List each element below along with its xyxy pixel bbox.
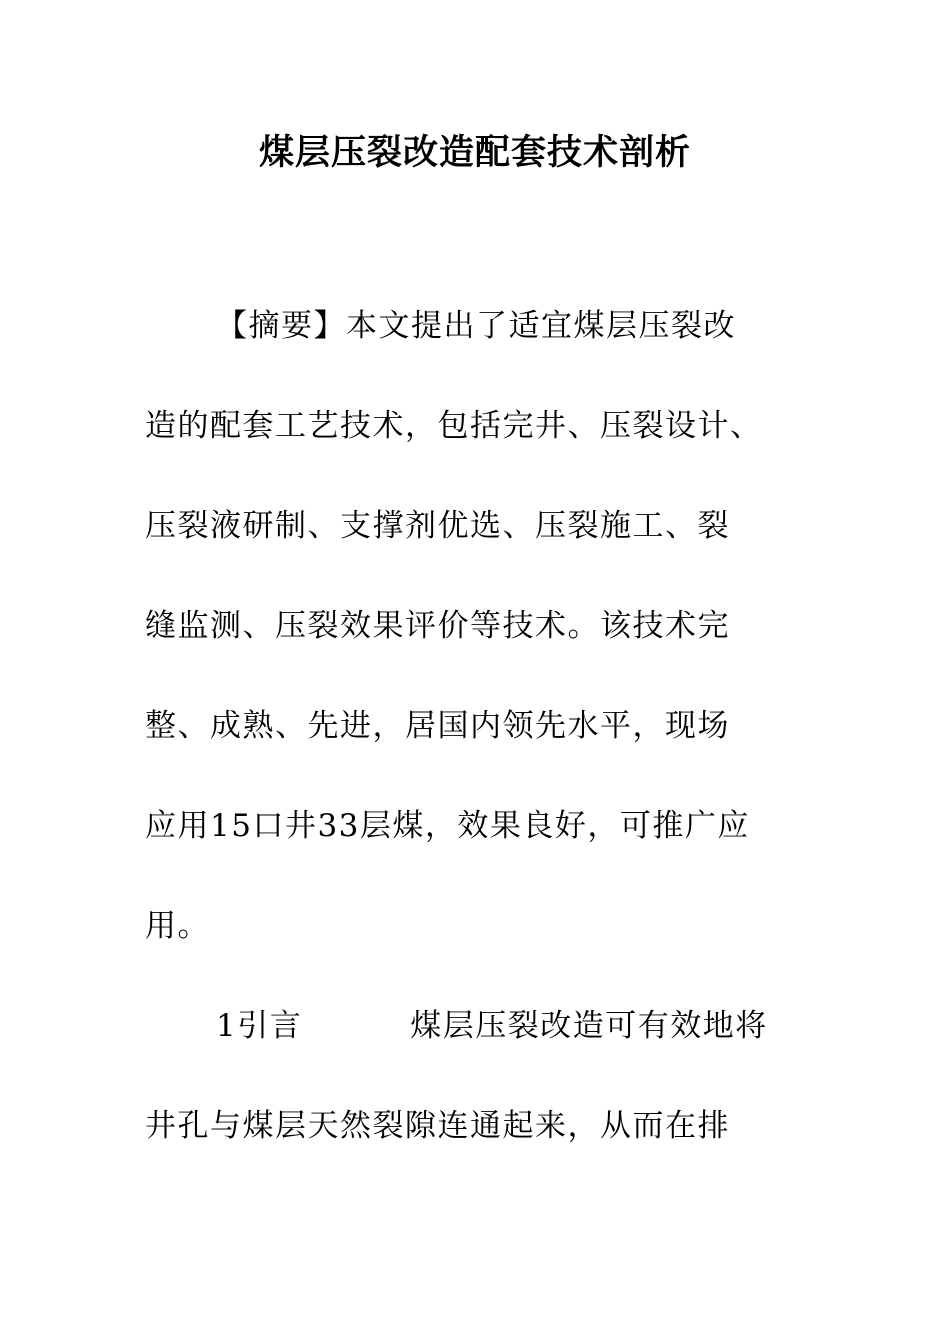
abstract-line: 造的配套工艺技术，包括完井、压裂设计、 [145,408,763,444]
abstract-line: 用。 [145,908,210,944]
body-text: 煤层压裂改造可有效地将 [410,1008,768,1044]
body-line: 井孔与煤层天然裂隙连通起来，从而在排 [145,1108,730,1144]
abstract-line: 缝监测、压裂效果评价等技术。该技术完 [145,608,730,644]
abstract-line: 应用15口井33层煤，效果良好，可推广应 [145,808,750,844]
section-heading: 1引言 [216,1008,303,1044]
abstract-line: 【摘要】本文提出了适宜煤层压裂改 [216,308,736,344]
section-intro-line [216,1006,768,1046]
abstract-line: 整、成熟、先进，居国内领先水平，现场 [145,708,730,744]
abstract-line: 压裂液研制、支撑剂优选、压裂施工、裂 [145,508,730,544]
document-title: 煤层压裂改造配套技术剖析 [258,133,691,173]
